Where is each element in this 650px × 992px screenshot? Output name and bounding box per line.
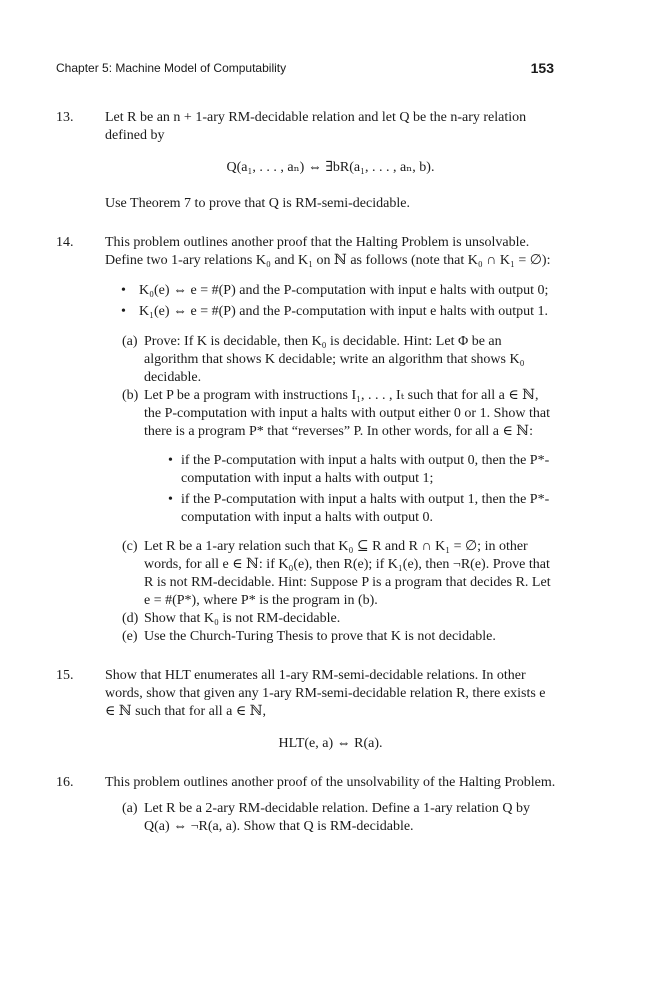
- bullet-icon: •: [121, 283, 126, 298]
- problem-15: [56, 667, 556, 753]
- part-text: Use the Church-Turing Thesis to prove that K is not decidable.: [144, 629, 496, 644]
- problem-text: Let R be an n + 1-ary RM-decidable relation and let Q be the n-ary relation defined by: [105, 110, 527, 143]
- display-formula: Q(a₁, . . . , aₙ) ⇔ ∃bR(a₁, . . . , aₙ, b).: [226, 160, 435, 175]
- part-a: [105, 800, 556, 836]
- part-text: Let R be a 1-ary relation such that K₀ ⊆ R and R ∩ K₁ = ∅; in other words, for all e ∈ ℕ: if K₀(e), then R(e); if K₁(e), then ¬R(e). Prove that R is not RM-decidable. Hint: Suppose P is a program that decides R. Let e = #(P*), where P* is the program in (b).: [144, 539, 551, 608]
- display-formula: HLT(e, a) ⇔ R(a).: [278, 736, 383, 751]
- list-item: • K₁(e) ⇔ e = #(P) and the P-computation with input e halts with output 1.: [121, 304, 548, 319]
- bullet-icon: •: [168, 453, 173, 468]
- problem-text: This problem outlines another proof that the Halting Problem is unsolvable. Define two 1-ary relations K₀ and K₁ on ℕ as follows (note that K₀ ∩ K₁ = ∅):: [105, 235, 551, 268]
- list-item: • if the P-computation with input a halts with output 1, then the P*-computation with input a halts with output 0.: [168, 492, 550, 525]
- page-body: [56, 109, 556, 857]
- problem-13: [56, 109, 556, 213]
- problem-number: 13.: [56, 110, 74, 125]
- problem-text: Use Theorem 7 to prove that Q is RM-semi-decidable.: [105, 196, 410, 211]
- problem-number: 16.: [56, 775, 74, 790]
- part-c: [105, 538, 556, 610]
- part-b: [105, 387, 556, 527]
- problem-number: 15.: [56, 668, 74, 683]
- bullet-icon: •: [121, 304, 126, 319]
- list-item: • K₀(e) ⇔ e = #(P) and the P-computation with input e halts with output 0;: [121, 283, 549, 298]
- part-label: (a): [122, 801, 138, 816]
- part-label: (d): [122, 611, 139, 626]
- list-item: • if the P-computation with input a halts with output 0, then the P*-computation with input a halts with output 1;: [168, 453, 550, 486]
- sub-list: [144, 452, 556, 527]
- part-label: (e): [122, 629, 138, 644]
- part-text: Let P be a program with instructions I₁, . . . , Iₜ such that for all a ∈ ℕ, the P-computation with input a halts with output either 0 or 1. Show that there is a program P* that “reverses” P. In other words, for all a ∈ ℕ:: [144, 388, 550, 439]
- bullet-icon: •: [168, 492, 173, 507]
- part-label: (b): [122, 388, 139, 403]
- page-number: 153: [530, 60, 554, 76]
- problem-number: 14.: [56, 235, 74, 250]
- part-text: Show that K₀ is not RM-decidable.: [144, 611, 341, 626]
- part-d: [105, 610, 556, 628]
- chapter-title: Chapter 5: Machine Model of Computability: [56, 61, 287, 75]
- part-e: [105, 628, 556, 646]
- problem-text: Show that HLT enumerates all 1-ary RM-semi-decidable relations. In other words, show that given any 1-ary RM-semi-decidable relation R, there exists e ∈ ℕ such that for all a ∈ ℕ,: [105, 668, 546, 719]
- part-a: [105, 333, 556, 387]
- part-label: (a): [122, 334, 138, 349]
- sub-parts: [105, 333, 556, 646]
- problem-text: This problem outlines another proof of the unsolvability of the Halting Problem.: [105, 775, 556, 790]
- problem-16: [56, 774, 556, 836]
- part-label: (c): [122, 539, 138, 554]
- part-text: Let R be a 2-ary RM-decidable relation. Define a 1-ary relation Q by Q(a) ⇔ ¬R(a, a). Show that Q is RM-decidable.: [144, 801, 531, 834]
- part-text: Prove: If K is decidable, then K₀ is decidable. Hint: Let Φ be an algorithm that shows K decidable; write an algorithm that shows K₀ decidable.: [144, 334, 525, 385]
- sub-parts: [105, 800, 556, 836]
- page-header: [56, 61, 556, 79]
- definition-list: [105, 282, 556, 321]
- problem-14: [56, 234, 556, 646]
